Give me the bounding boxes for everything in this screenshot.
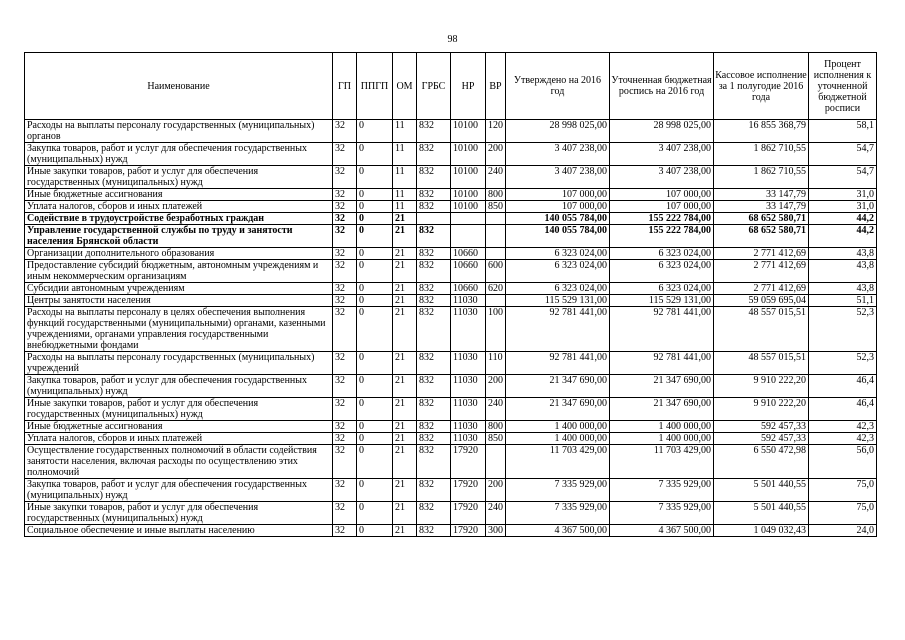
cell-gp: 32 [333,479,357,502]
cell-name: Предоставление субсидий бюджетным, автономным учреждениям и иным некоммерческим организациям [25,260,333,283]
cell-approved: 4 367 500,00 [506,525,610,537]
cell-cash: 33 147,79 [714,201,809,213]
cell-refined: 115 529 131,00 [610,295,714,307]
cell-percent: 46,4 [809,398,877,421]
cell-percent: 54,7 [809,166,877,189]
cell-percent: 56,0 [809,445,877,479]
cell-om: 21 [393,213,417,225]
cell-grbs: 832 [417,283,451,295]
table-row [25,479,877,502]
cell-name: Иные закупки товаров, работ и услуг для обеспечения государственных (муниципальных) нужд [25,502,333,525]
cell-vr: 850 [486,201,506,213]
cell-vr: 800 [486,421,506,433]
cell-om: 21 [393,307,417,352]
table-row [25,213,877,225]
cell-ppgp: 0 [357,295,393,307]
page-number: 98 [447,34,458,45]
cell-gp: 32 [333,352,357,375]
cell-ppgp: 0 [357,201,393,213]
cell-refined: 6 323 024,00 [610,248,714,260]
table-row [25,352,877,375]
cell-om: 11 [393,166,417,189]
header-percent: Процент исполнения к уточненной бюджетной росписи [809,53,877,120]
table-row [25,421,877,433]
table-body [25,120,877,537]
cell-om: 21 [393,502,417,525]
cell-percent: 52,3 [809,352,877,375]
cell-vr: 620 [486,283,506,295]
cell-gp: 32 [333,525,357,537]
cell-percent: 58,1 [809,120,877,143]
cell-np: 11030 [451,433,486,445]
cell-om: 21 [393,445,417,479]
cell-refined: 155 222 784,00 [610,225,714,248]
cell-percent: 42,3 [809,433,877,445]
cell-percent: 51,1 [809,295,877,307]
table-row [25,433,877,445]
cell-om: 21 [393,225,417,248]
cell-gp: 32 [333,398,357,421]
cell-grbs: 832 [417,307,451,352]
table-row [25,260,877,283]
cell-ppgp: 0 [357,213,393,225]
cell-gp: 32 [333,375,357,398]
table-row [25,189,877,201]
cell-approved: 140 055 784,00 [506,225,610,248]
cell-np: 10660 [451,283,486,295]
cell-approved: 3 407 238,00 [506,166,610,189]
cell-vr: 240 [486,398,506,421]
cell-name: Содействие в трудоустройстве безработных граждан [25,213,333,225]
cell-grbs: 832 [417,225,451,248]
table-row [25,120,877,143]
cell-percent: 44,2 [809,213,877,225]
cell-np: 10100 [451,143,486,166]
cell-approved: 107 000,00 [506,201,610,213]
cell-grbs: 832 [417,201,451,213]
cell-vr [486,248,506,260]
cell-cash: 48 557 015,51 [714,352,809,375]
cell-np: 17920 [451,445,486,479]
table-row [25,225,877,248]
cell-vr: 200 [486,143,506,166]
cell-grbs: 832 [417,352,451,375]
cell-approved: 7 335 929,00 [506,502,610,525]
cell-grbs: 832 [417,143,451,166]
cell-approved: 21 347 690,00 [506,398,610,421]
cell-ppgp: 0 [357,143,393,166]
cell-gp: 32 [333,225,357,248]
cell-name: Иные бюджетные ассигнования [25,421,333,433]
cell-name: Иные бюджетные ассигнования [25,189,333,201]
cell-refined: 6 323 024,00 [610,283,714,295]
cell-cash: 59 059 695,04 [714,295,809,307]
cell-refined: 11 703 429,00 [610,445,714,479]
cell-ppgp: 0 [357,225,393,248]
cell-approved: 6 323 024,00 [506,283,610,295]
cell-approved: 1 400 000,00 [506,433,610,445]
cell-vr: 240 [486,166,506,189]
cell-approved: 92 781 441,00 [506,352,610,375]
cell-vr [486,225,506,248]
cell-gp: 32 [333,189,357,201]
cell-approved: 107 000,00 [506,189,610,201]
cell-gp: 32 [333,295,357,307]
cell-grbs: 832 [417,248,451,260]
cell-ppgp: 0 [357,189,393,201]
cell-np: 17920 [451,525,486,537]
table-row [25,445,877,479]
cell-name: Управление государственной службы по труду и занятости населения Брянской области [25,225,333,248]
cell-cash: 1 862 710,55 [714,166,809,189]
cell-om: 11 [393,120,417,143]
cell-gp: 32 [333,283,357,295]
cell-vr: 300 [486,525,506,537]
cell-cash: 2 771 412,69 [714,260,809,283]
cell-om: 21 [393,260,417,283]
cell-vr: 200 [486,375,506,398]
cell-percent: 44,2 [809,225,877,248]
table-row [25,375,877,398]
cell-approved: 7 335 929,00 [506,479,610,502]
cell-om: 11 [393,189,417,201]
cell-gp: 32 [333,260,357,283]
cell-approved: 92 781 441,00 [506,307,610,352]
cell-name: Расходы на выплаты персоналу государственных (муниципальных) органов [25,120,333,143]
cell-percent: 31,0 [809,189,877,201]
cell-cash: 9 910 222,20 [714,398,809,421]
table-row [25,283,877,295]
header-row [25,53,877,120]
header-approved: Утверждено на 2016 год [506,53,610,120]
cell-cash: 6 550 472,98 [714,445,809,479]
header-ppgp: ППГП [357,53,393,120]
cell-name: Субсидии автономным учреждениям [25,283,333,295]
cell-om: 21 [393,375,417,398]
cell-cash: 1 862 710,55 [714,143,809,166]
cell-np: 11030 [451,307,486,352]
cell-om: 21 [393,398,417,421]
cell-np: 17920 [451,479,486,502]
cell-np: 10100 [451,166,486,189]
cell-percent: 46,4 [809,375,877,398]
cell-percent: 31,0 [809,201,877,213]
cell-vr: 240 [486,502,506,525]
cell-cash: 16 855 368,79 [714,120,809,143]
cell-np: 11030 [451,421,486,433]
cell-refined: 92 781 441,00 [610,307,714,352]
cell-om: 21 [393,525,417,537]
cell-percent: 42,3 [809,421,877,433]
cell-gp: 32 [333,445,357,479]
cell-approved: 6 323 024,00 [506,248,610,260]
cell-gp: 32 [333,201,357,213]
cell-vr [486,295,506,307]
cell-grbs: 832 [417,260,451,283]
budget-table [24,52,877,537]
cell-om: 21 [393,248,417,260]
cell-refined: 4 367 500,00 [610,525,714,537]
cell-om: 21 [393,295,417,307]
cell-np: 10660 [451,260,486,283]
cell-vr [486,213,506,225]
cell-cash: 9 910 222,20 [714,375,809,398]
cell-gp: 32 [333,433,357,445]
cell-cash: 592 457,33 [714,433,809,445]
cell-refined: 1 400 000,00 [610,421,714,433]
cell-ppgp: 0 [357,260,393,283]
cell-grbs: 832 [417,120,451,143]
cell-np: 11030 [451,375,486,398]
cell-np: 11030 [451,352,486,375]
cell-approved: 140 055 784,00 [506,213,610,225]
cell-approved: 1 400 000,00 [506,421,610,433]
cell-percent: 52,3 [809,307,877,352]
cell-cash: 1 049 032,43 [714,525,809,537]
cell-grbs: 832 [417,502,451,525]
cell-approved: 6 323 024,00 [506,260,610,283]
table-row [25,502,877,525]
cell-om: 21 [393,421,417,433]
cell-gp: 32 [333,143,357,166]
cell-vr [486,445,506,479]
cell-name: Расходы на выплаты персоналу государственных (муниципальных) учреждений [25,352,333,375]
cell-approved: 21 347 690,00 [506,375,610,398]
cell-refined: 21 347 690,00 [610,398,714,421]
cell-cash: 68 652 580,71 [714,213,809,225]
table-row [25,525,877,537]
cell-cash: 2 771 412,69 [714,248,809,260]
table-row [25,248,877,260]
cell-grbs: 832 [417,398,451,421]
cell-np: 11030 [451,295,486,307]
cell-cash: 48 557 015,51 [714,307,809,352]
cell-refined: 107 000,00 [610,201,714,213]
cell-grbs: 832 [417,525,451,537]
cell-percent: 54,7 [809,143,877,166]
cell-cash: 68 652 580,71 [714,225,809,248]
cell-np: 10100 [451,189,486,201]
cell-name: Иные закупки товаров, работ и услуг для обеспечения государственных (муниципальных) нужд [25,398,333,421]
cell-ppgp: 0 [357,479,393,502]
header-gp: ГП [333,53,357,120]
cell-percent: 43,8 [809,283,877,295]
header-refined: Уточненная бюджетная роспись на 2016 год [610,53,714,120]
cell-ppgp: 0 [357,421,393,433]
cell-grbs: 832 [417,375,451,398]
header-vr: ВР [486,53,506,120]
cell-om: 11 [393,201,417,213]
cell-gp: 32 [333,120,357,143]
cell-name: Закупка товаров, работ и услуг для обеспечения государственных (муниципальных) нужд [25,479,333,502]
cell-om: 21 [393,352,417,375]
cell-name: Иные закупки товаров, работ и услуг для обеспечения государственных (муниципальных) нужд [25,166,333,189]
cell-refined: 6 323 024,00 [610,260,714,283]
cell-grbs: 832 [417,166,451,189]
cell-vr: 100 [486,307,506,352]
cell-name: Осуществление государственных полномочий в области содействия занятости населения, включая расходы по осуществлению этих полномочий [25,445,333,479]
cell-cash: 5 501 440,55 [714,502,809,525]
cell-np: 10100 [451,201,486,213]
cell-approved: 11 703 429,00 [506,445,610,479]
cell-grbs: 832 [417,433,451,445]
table-row [25,143,877,166]
cell-ppgp: 0 [357,398,393,421]
cell-cash: 5 501 440,55 [714,479,809,502]
cell-vr: 600 [486,260,506,283]
header-np: НР [451,53,486,120]
cell-cash: 33 147,79 [714,189,809,201]
cell-np [451,225,486,248]
cell-gp: 32 [333,213,357,225]
cell-name: Расходы на выплаты персоналу в целях обеспечения выполнения функций государственными (муниципальными) органами, казенными учреждениями, органами управления государственными внебюджетными фондами [25,307,333,352]
cell-percent: 43,8 [809,248,877,260]
header-cash: Кассовое исполнение за 1 полугодие 2016 года [714,53,809,120]
cell-percent: 75,0 [809,479,877,502]
cell-percent: 43,8 [809,260,877,283]
cell-vr: 850 [486,433,506,445]
cell-grbs: 832 [417,479,451,502]
cell-approved: 28 998 025,00 [506,120,610,143]
cell-om: 11 [393,143,417,166]
cell-refined: 7 335 929,00 [610,479,714,502]
cell-percent: 24,0 [809,525,877,537]
cell-ppgp: 0 [357,166,393,189]
cell-np: 11030 [451,398,486,421]
cell-vr: 200 [486,479,506,502]
cell-grbs: 832 [417,295,451,307]
cell-gp: 32 [333,502,357,525]
cell-gp: 32 [333,248,357,260]
cell-grbs: 832 [417,445,451,479]
cell-approved: 3 407 238,00 [506,143,610,166]
cell-name: Закупка товаров, работ и услуг для обеспечения государственных (муниципальных) нужд [25,375,333,398]
cell-percent: 75,0 [809,502,877,525]
cell-name: Центры занятости населения [25,295,333,307]
cell-np: 17920 [451,502,486,525]
cell-grbs: 832 [417,189,451,201]
cell-cash: 592 457,33 [714,421,809,433]
cell-om: 21 [393,433,417,445]
cell-name: Уплата налогов, сборов и иных платежей [25,201,333,213]
header-grbs: ГРБС [417,53,451,120]
cell-gp: 32 [333,307,357,352]
cell-refined: 21 347 690,00 [610,375,714,398]
cell-vr: 110 [486,352,506,375]
cell-gp: 32 [333,166,357,189]
cell-grbs: 832 [417,421,451,433]
table-row [25,398,877,421]
cell-name: Организации дополнительного образования [25,248,333,260]
cell-ppgp: 0 [357,248,393,260]
cell-ppgp: 0 [357,433,393,445]
table-row [25,295,877,307]
cell-gp: 32 [333,421,357,433]
table-row [25,166,877,189]
cell-refined: 7 335 929,00 [610,502,714,525]
cell-om: 21 [393,283,417,295]
cell-ppgp: 0 [357,525,393,537]
cell-vr: 800 [486,189,506,201]
cell-cash: 2 771 412,69 [714,283,809,295]
header-om: ОМ [393,53,417,120]
table-row [25,307,877,352]
cell-ppgp: 0 [357,375,393,398]
header-name: Наименование [25,53,333,120]
cell-np: 10100 [451,120,486,143]
cell-vr: 120 [486,120,506,143]
table-row [25,201,877,213]
cell-grbs [417,213,451,225]
cell-name: Закупка товаров, работ и услуг для обеспечения государственных (муниципальных) нужд [25,143,333,166]
cell-np: 10660 [451,248,486,260]
cell-refined: 92 781 441,00 [610,352,714,375]
cell-ppgp: 0 [357,352,393,375]
cell-ppgp: 0 [357,502,393,525]
cell-refined: 28 998 025,00 [610,120,714,143]
cell-name: Социальное обеспечение и иные выплаты населению [25,525,333,537]
cell-refined: 1 400 000,00 [610,433,714,445]
cell-np [451,213,486,225]
cell-ppgp: 0 [357,307,393,352]
cell-om: 21 [393,479,417,502]
cell-approved: 115 529 131,00 [506,295,610,307]
cell-ppgp: 0 [357,445,393,479]
cell-ppgp: 0 [357,283,393,295]
cell-refined: 3 407 238,00 [610,143,714,166]
cell-name: Уплата налогов, сборов и иных платежей [25,433,333,445]
cell-ppgp: 0 [357,120,393,143]
cell-refined: 3 407 238,00 [610,166,714,189]
cell-refined: 155 222 784,00 [610,213,714,225]
cell-refined: 107 000,00 [610,189,714,201]
